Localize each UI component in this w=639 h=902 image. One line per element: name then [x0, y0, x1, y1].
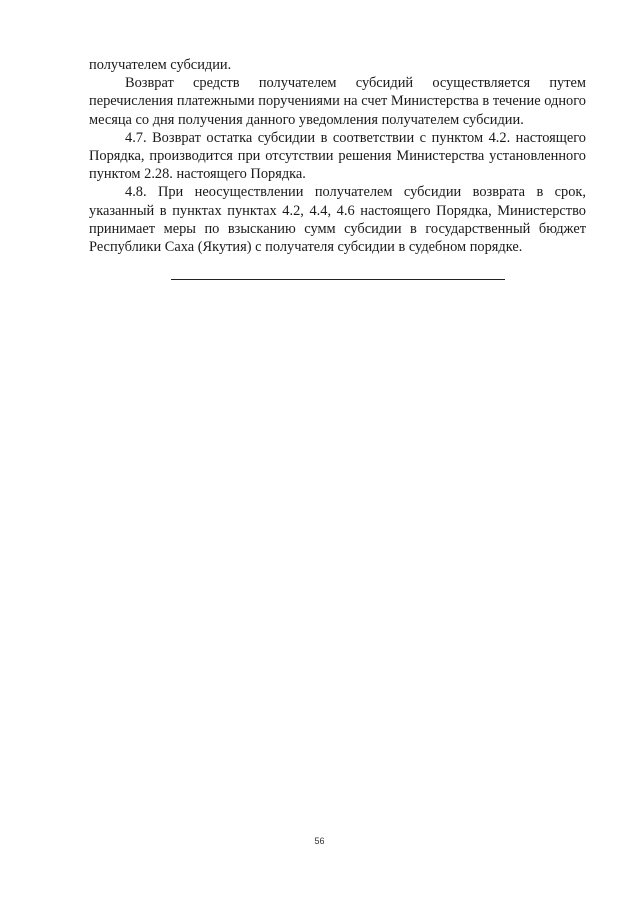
- paragraph-4-7: 4.7. Возврат остатка субсидии в соответствии с пунктом 4.2. настоящего Порядка, производится при отсутствии решения Министерства установленного пунктом 2.28. настоящего Порядка.: [89, 129, 586, 183]
- paragraph-continuation: получателем субсидии.: [89, 57, 232, 73]
- page-number: 56: [314, 836, 325, 846]
- end-rule: [171, 279, 505, 280]
- document-body: [89, 56, 586, 256]
- paragraph-refund-procedure: Возврат средств получателем субсидий осуществляется путем перечисления платежными поручениями на счет Министерства в течение одного месяца со дня получения данного уведомления получателем субсидии.: [89, 75, 586, 128]
- paragraph-4-8: 4.8. При неосуществлении получателем субсидии возврата в срок, указанный в пунктах пунктах 4.2, 4.4, 4.6 настоящего Порядка, Министерство принимает меры по взысканию сумм субсидии в государственный бюджет Республики Саха (Якутия) с получателя субсидии в судебном порядке.: [89, 184, 586, 256]
